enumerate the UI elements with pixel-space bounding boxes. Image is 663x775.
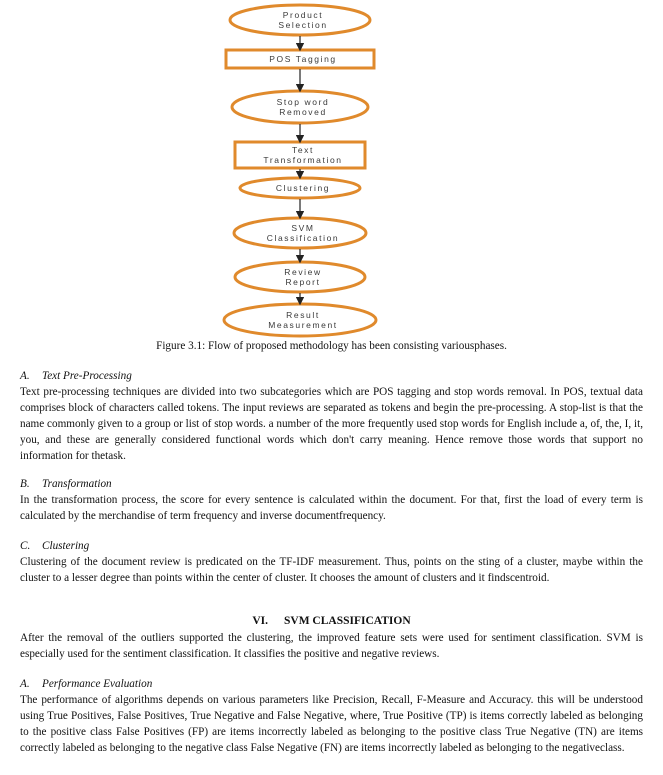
section-heading bbox=[20, 538, 643, 554]
flow-node-label: Text bbox=[292, 145, 314, 155]
section-transformation bbox=[20, 476, 643, 524]
section-body: Clustering of the document review is predicated on the TF-IDF measurement. Thus, points on the sting of a cluster, maybe within the cluster to a lesser degree than points within the center of cluster. It chooses the amount of clusters and it findscentroid. bbox=[20, 556, 643, 584]
section-performance-evaluation bbox=[20, 676, 643, 756]
methodology-flowchart bbox=[0, 0, 663, 340]
flow-node-label: SVM bbox=[291, 223, 315, 233]
flow-node-label: Transformation bbox=[263, 155, 343, 165]
section-label: C. bbox=[20, 540, 31, 552]
flow-node-review-report bbox=[235, 262, 365, 292]
section-label: B. bbox=[20, 478, 30, 490]
section-body: In the transformation process, the score for every sentence is calculated within the document. For that, first the load of every term is calculated by the merchandise of term frequency and inverse documentfrequency. bbox=[20, 494, 643, 522]
flow-node-label: POS Tagging bbox=[269, 54, 337, 64]
section-heading bbox=[20, 676, 643, 692]
flow-node-label: Clustering bbox=[275, 183, 331, 193]
section-heading bbox=[20, 476, 643, 492]
flow-node-stop-word-removed bbox=[232, 91, 368, 123]
flow-node-label: Report bbox=[285, 277, 321, 287]
flow-node-product-selection bbox=[230, 5, 370, 35]
flow-node-label: Selection bbox=[278, 20, 328, 30]
figure-caption: Figure 3.1: Flow of proposed methodology has been consisting variousphases. bbox=[156, 340, 507, 352]
section-body: Text pre-processing techniques are divided into two subcategories which are POS tagging and stop words removal. In POS, textual data comprises block of characters called tokens. The input reviews are separated as tokens and begin the pre-processing. A stop-list is that the name commonly given to a group or list of stop words. a number of the more frequently used stop words for English include a, of, the, I, it, you, and these are generally considered functional words which don't carry meaning. Hence remove those words that support no information for thetask. bbox=[20, 386, 643, 462]
flow-node-label: Classification bbox=[266, 233, 340, 243]
section-title: Text Pre-Processing bbox=[42, 370, 132, 382]
section-title: SVM CLASSIFICATION bbox=[284, 615, 411, 627]
section-label: A. bbox=[20, 678, 30, 690]
section-text-preprocessing bbox=[20, 368, 643, 464]
flow-node-label: Review bbox=[284, 267, 322, 277]
flow-node-result-measurement bbox=[224, 304, 376, 336]
section-number: VI. bbox=[252, 615, 268, 627]
flow-node-pos-tagging bbox=[226, 50, 374, 68]
flow-node-label: Result bbox=[286, 310, 320, 320]
section-title: Performance Evaluation bbox=[42, 678, 153, 690]
flow-node-label: Stop word bbox=[276, 97, 330, 107]
section-label: A. bbox=[20, 370, 30, 382]
section-body: The performance of algorithms depends on various parameters like Precision, Recall, F-Measure and Accuracy. this will be understood using True Positives, False Positives, True Negative and False Negative, where, True Positive (TP) is items correctly labeled as belonging to the positive class False Positives (FP) are items incorrectly labeled as belonging to the positive class True Negative (TN) are items correctly labeled as belonging to the negative class False Negative (FN) are items incorrectly labeled as belonging to the negativeclass. bbox=[20, 694, 643, 754]
section-title: Clustering bbox=[42, 540, 90, 552]
section-svm-body bbox=[20, 630, 643, 662]
flow-node-clustering bbox=[240, 178, 360, 198]
flow-node-svm-classification bbox=[234, 218, 366, 248]
section-heading bbox=[20, 368, 643, 384]
flow-node-label: Measurement bbox=[268, 320, 338, 330]
flow-node-label: Product bbox=[282, 10, 324, 20]
section-body: After the removal of the outliers supported the clustering, the improved feature sets were used for sentiment classification. SVM is especially used for the sentiment classification. It classifies the positive and negative reviews. bbox=[20, 632, 643, 660]
flow-node-label: Removed bbox=[279, 107, 327, 117]
section-clustering bbox=[20, 538, 643, 586]
flow-node-text-transformation bbox=[235, 142, 365, 168]
section-heading-svm bbox=[0, 615, 663, 627]
section-title: Transformation bbox=[42, 478, 112, 490]
